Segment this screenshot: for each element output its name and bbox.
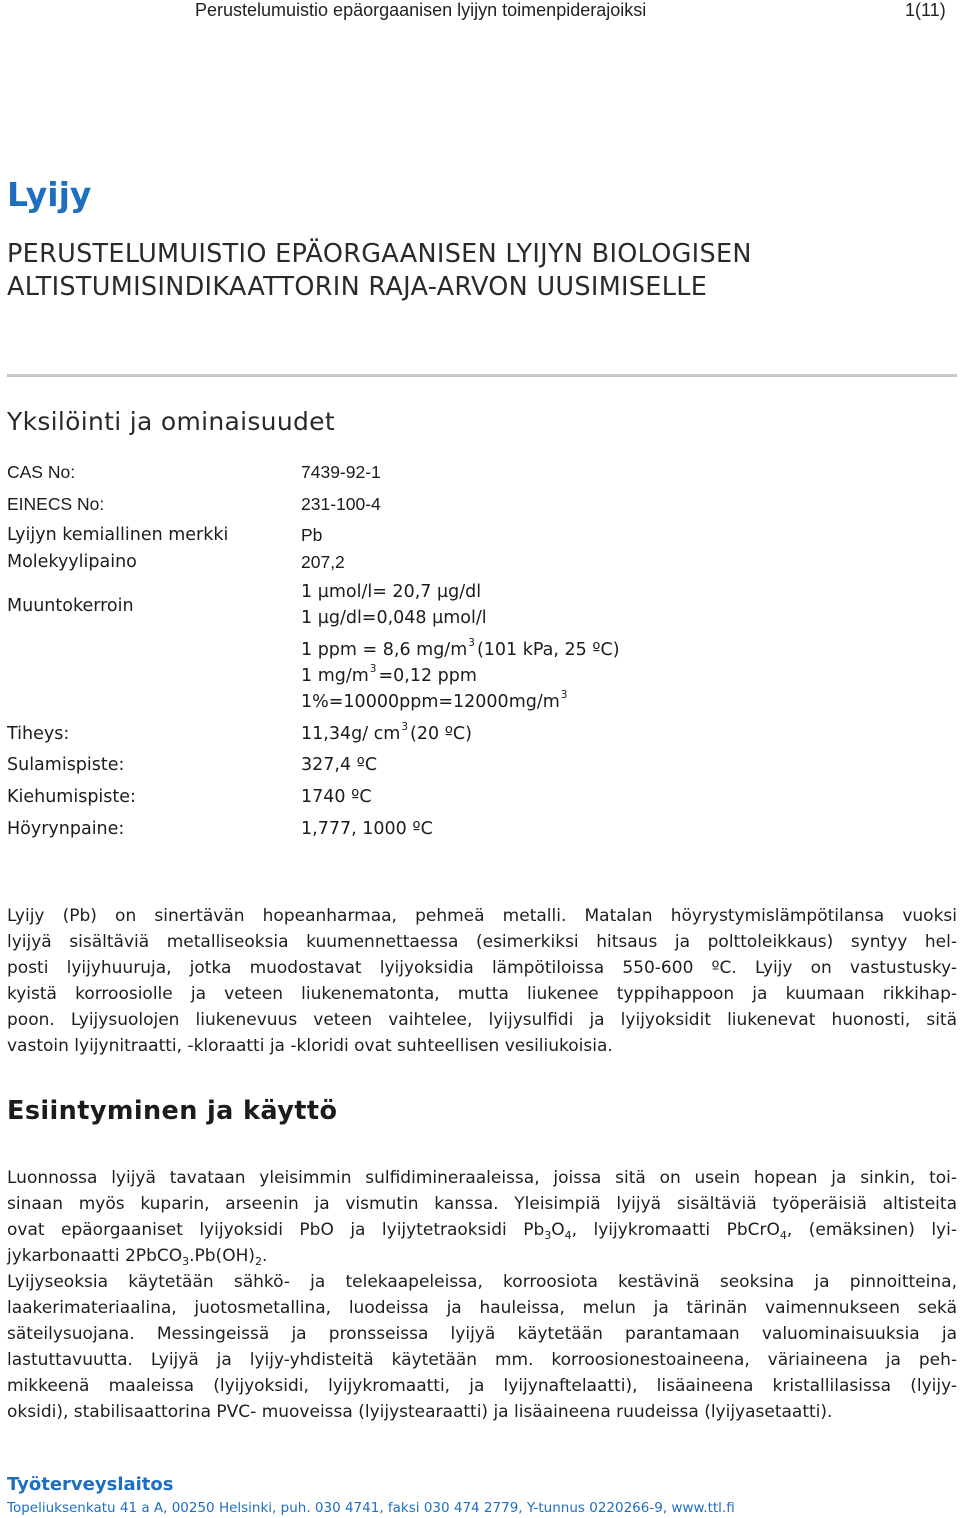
text-line: lyijyä sisältäviä metalliseoksia kuumennettaessa (esimerkiksi hitsaus ja polttoleikkaus) syntyy hel- [7, 932, 957, 952]
conversion-value: $1\%=10000ppm=12000mg/m^3$ [301, 689, 568, 712]
page-header [0, 0, 960, 24]
text-line: Lyijyseoksia käytetään sähkö- ja telekaapeleissa, korroosiota kestävinä seoksina ja pinnoitteina, [7, 1272, 957, 1292]
conversion-value: 1 ppm = 8,6 $mg/m^3$ (101 kPa, 25 ºC) [301, 637, 620, 660]
text-line: posti lyijyhuuruja, jotka muodostavat lyijyoksidia lämpötiloissa 550-600 ºC. Lyijy on vastustusky- [7, 958, 957, 978]
boiling-point-value: 1740 ºC [301, 787, 372, 807]
text-line: Lyijy (Pb) on sinertävän hopeanharmaa, pehmeä metalli. Matalan höyrystymislämpötilansa vuoksi [7, 906, 957, 926]
organization-name: Työterveyslaitos [7, 1474, 174, 1495]
einecs-value: 231-100-4 [301, 494, 381, 514]
subtitle-line: ALTISTUMISINDIKAATTORIN RAJA-ARVON UUSIMISELLE [7, 272, 708, 302]
divider [7, 374, 957, 377]
description-paragraph [7, 903, 957, 1059]
page-number: 1(11) [905, 0, 946, 20]
text-line: oksidi), stabilisaattorina PVC- muoveissa (lyijystearaatti) ja lisäaineena ruudeissa (lyijyasetaatti). [7, 1402, 833, 1422]
text-line: lastuttavuutta. Lyijyä ja lyijy-yhdisteitä käytetään mm. korroosionestoaineena, väriaineena ja peh- [7, 1350, 957, 1370]
document-subtitle [7, 238, 953, 304]
text-line: kyistä korroosiolle ja veteen liukenematonta, mutta liukenee typpihappoon ja kuumaan rikkihap- [7, 984, 957, 1004]
conversion-value: 1 µmol/l= 20,7 µg/dl [301, 582, 482, 602]
subtitle-line: PERUSTELUMUISTIO EPÄORGAANISEN LYIJYN BIOLOGISEN [7, 239, 752, 269]
document-title: Lyijy [7, 175, 92, 214]
text-line: vastoin lyijynitraatti, -kloraatti ja -kloridi ovat suhteellisen vesiliukoisia. [7, 1036, 613, 1056]
conversion-value: 1 µg/dl=0,048 µmol/l [301, 608, 487, 628]
text-line: laakerimateriaalina, juotosmetallina, luodeissa ja hauleissa, melun ja tärinän vaimennukseen sekä [7, 1298, 957, 1318]
symbol-value: Pb [301, 525, 323, 545]
cas-label: CAS No: [7, 462, 76, 482]
density-label: Tiheys: [7, 724, 70, 744]
molecular-weight-value: 207,2 [301, 552, 345, 572]
boiling-point-label: Kiehumispiste: [7, 787, 136, 807]
organization-address: Topeliuksenkatu 41 a A, 00250 Helsinki, puh. 030 4741, faksi 030 474 2779, Y-tunnus 0220266-9, www.ttl.fi [7, 1500, 735, 1516]
melting-point-label: Sulamispiste: [7, 755, 125, 775]
text-line: jykarbonaatti $2PbCO_3.Pb(OH)_2$. [7, 1246, 268, 1268]
text-line: Luonnossa lyijyä tavataan yleisimmin sulfidimineraaleissa, joissa sitä on usein hopean ja sinkin, toi- [7, 1168, 957, 1188]
header-title: Perustelumuistio epäorgaanisen lyijyn toimenpiderajoiksi [195, 0, 647, 20]
occurrence-paragraph [7, 1165, 957, 1425]
text-line: mikkeenä maaleissa (lyijyoksidi, lyijykromaatti, ja lyijynaftelaatti), lisäaineena kristallilasissa (lyijy- [7, 1376, 957, 1396]
text-line: poon. Lyijysuolojen liukenevuus veteen vaihtelee, lyijysulfidi ja lyijyoksidit liukenevat huonosti, sitä [7, 1010, 957, 1030]
section-heading-identification: Yksilöinti ja ominaisuudet [7, 407, 335, 436]
conversion-label: Muuntokerroin [7, 596, 134, 616]
melting-point-value: 327,4 ºC [301, 755, 378, 775]
section-heading-occurrence: Esiintyminen ja käyttö [7, 1096, 338, 1126]
text-line: ovat epäorgaaniset lyijyoksidi PbO ja lyijytetraoksidi $Pb_3O_4$, lyijykromaatti PbCrO$_4$, (emäksinen) lyi- [7, 1220, 957, 1242]
text-line: sinaan myös kuparin, arseenin ja vismutin kanssa. Yleisimpiä lyijyä sisältäviä työperäisiä altisteita [7, 1194, 957, 1214]
vapour-pressure-label: Höyrynpaine: [7, 819, 125, 839]
conversion-value: 1 $mg/m^3 =0,12$ ppm [301, 663, 477, 686]
molecular-weight-label: Molekyylipaino [7, 552, 137, 572]
cas-value: 7439-92-1 [301, 462, 381, 482]
density-value: 11,34g/ $cm^3$ (20 ºC) [301, 721, 472, 744]
vapour-pressure-value: 1,777, 1000 ºC [301, 819, 433, 839]
symbol-label: Lyijyn kemiallinen merkki [7, 525, 229, 545]
text-line: säteilysuojana. Messingeissä ja pronsseissa lyijyä käytetään parantamaan valuominaisuuksia ja [7, 1324, 957, 1344]
einecs-label: EINECS No: [7, 494, 105, 514]
